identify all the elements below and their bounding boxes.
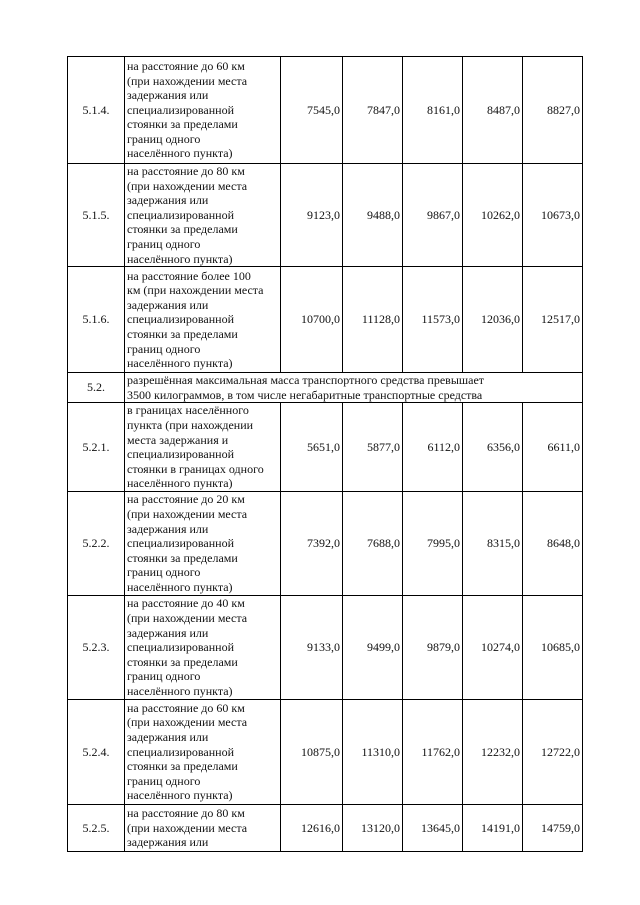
description-line: задержания или — [127, 193, 209, 208]
description-line: специализированной — [127, 536, 235, 551]
description-line: 3500 килограммов, в том числе негабаритные транспортные средства — [127, 387, 483, 402]
rate-value-2: 11310,0 — [343, 699, 403, 804]
rate-value-1: 9123,0 — [281, 164, 343, 267]
description-line: границ одного — [127, 131, 201, 146]
description-line: на расстояние до 60 км — [127, 700, 245, 715]
description-line: пункта (при нахождении — [127, 417, 254, 432]
description-line: населённого пункта) — [127, 476, 233, 491]
rate-value-5: 8827,0 — [523, 57, 583, 164]
rate-value-1: 10700,0 — [281, 267, 343, 373]
rate-value-4: 10274,0 — [463, 595, 523, 699]
tariff-table — [67, 56, 583, 852]
description-line: специализированной — [127, 744, 235, 759]
row-number: 5.1.6. — [68, 267, 125, 373]
description-line: населённого пункта) — [127, 683, 233, 698]
description-line: задержания или — [127, 730, 209, 745]
description-line: населённого пункта) — [127, 579, 233, 594]
rate-value-1: 7545,0 — [281, 57, 343, 164]
rate-value-3: 6112,0 — [403, 403, 463, 492]
table-row — [68, 403, 583, 492]
description-line: стоянки в границах одного — [127, 461, 264, 476]
rate-value-4: 14191,0 — [463, 804, 523, 851]
rate-value-3: 9879,0 — [403, 595, 463, 699]
row-number: 5.2.1. — [68, 403, 125, 492]
rate-value-5: 12722,0 — [523, 699, 583, 804]
description-line: задержания или — [127, 88, 209, 103]
description-line: стоянки за пределами — [127, 550, 238, 565]
description-line: населённого пункта) — [127, 251, 233, 266]
description-line: специализированной — [127, 447, 235, 462]
rate-value-1: 5651,0 — [281, 403, 343, 492]
description-line: стоянки за пределами — [127, 759, 238, 774]
row-description — [125, 491, 281, 595]
description-line: задержания или — [127, 297, 209, 312]
description-line: специализированной — [127, 207, 235, 222]
description-line: стоянки за пределами — [127, 654, 238, 669]
rate-value-5: 6611,0 — [523, 403, 583, 492]
rate-value-3: 11573,0 — [403, 267, 463, 373]
row-number: 5.1.5. — [68, 164, 125, 267]
description-line: специализированной — [127, 640, 235, 655]
description-line: км (при нахождении места — [127, 283, 264, 298]
rate-value-5: 8648,0 — [523, 491, 583, 595]
description-line: населённого пункта) — [127, 788, 233, 803]
description-line: (при нахождении места — [127, 178, 248, 193]
table-row — [68, 267, 583, 373]
rate-value-4: 12036,0 — [463, 267, 523, 373]
rate-value-4: 12232,0 — [463, 699, 523, 804]
description-line: на расстояние до 80 км — [127, 806, 245, 821]
rate-value-1: 12616,0 — [281, 804, 343, 851]
rate-value-2: 7847,0 — [343, 57, 403, 164]
row-description — [125, 164, 281, 267]
description-line: границ одного — [127, 236, 201, 251]
description-line: на расстояние более 100 — [127, 268, 251, 283]
description-line: на расстояние до 80 км — [127, 164, 245, 178]
description-line: населённого пункта) — [127, 356, 233, 371]
description-line: границ одного — [127, 669, 201, 684]
description-line: (при нахождении места — [127, 506, 248, 521]
row-number: 5.2.5. — [68, 804, 125, 851]
row-number: 5.2.3. — [68, 595, 125, 699]
rate-value-4: 6356,0 — [463, 403, 523, 492]
description-line: границ одного — [127, 341, 201, 356]
rate-value-1: 9133,0 — [281, 595, 343, 699]
rate-value-5: 10673,0 — [523, 164, 583, 267]
description-line: разрешённая максимальная масса транспортного средства превышает — [127, 373, 485, 388]
rate-value-1: 7392,0 — [281, 491, 343, 595]
description-line: населённого пункта) — [127, 146, 233, 161]
table-row — [68, 164, 583, 267]
description-line: места задержания и — [127, 432, 229, 447]
table-row — [68, 491, 583, 595]
rate-value-3: 9867,0 — [403, 164, 463, 267]
description-line: в границах населённого — [127, 403, 249, 418]
section-row — [68, 373, 583, 403]
rate-value-4: 10262,0 — [463, 164, 523, 267]
description-line: специализированной — [127, 102, 235, 117]
rate-value-3: 11762,0 — [403, 699, 463, 804]
description-line: границ одного — [127, 773, 201, 788]
description-line: стоянки за пределами — [127, 326, 238, 341]
description-line: (при нахождении места — [127, 820, 248, 835]
row-number: 5.2.2. — [68, 491, 125, 595]
description-line: границ одного — [127, 565, 201, 580]
rate-value-3: 7995,0 — [403, 491, 463, 595]
rate-value-3: 13645,0 — [403, 804, 463, 851]
row-description — [125, 57, 281, 164]
rate-value-5: 14759,0 — [523, 804, 583, 851]
description-line: задержания или — [127, 625, 209, 640]
table-row — [68, 57, 583, 164]
table-row — [68, 595, 583, 699]
row-number: 5.2.4. — [68, 699, 125, 804]
row-number: 5.2. — [68, 373, 125, 403]
description-line: задержания или — [127, 835, 209, 850]
rate-value-2: 9488,0 — [343, 164, 403, 267]
row-description — [125, 699, 281, 804]
description-line: на расстояние до 20 км — [127, 492, 245, 507]
row-description — [125, 267, 281, 373]
rate-value-3: 8161,0 — [403, 57, 463, 164]
row-description — [125, 595, 281, 699]
table-row — [68, 804, 583, 851]
rate-value-5: 10685,0 — [523, 595, 583, 699]
rate-value-2: 11128,0 — [343, 267, 403, 373]
row-number: 5.1.4. — [68, 57, 125, 164]
description-line: (при нахождении места — [127, 73, 248, 88]
rate-value-2: 13120,0 — [343, 804, 403, 851]
rate-value-4: 8487,0 — [463, 57, 523, 164]
description-line: специализированной — [127, 312, 235, 327]
tariff-table-body — [68, 57, 583, 852]
rate-value-1: 10875,0 — [281, 699, 343, 804]
description-line: стоянки за пределами — [127, 117, 238, 132]
rate-value-2: 7688,0 — [343, 491, 403, 595]
description-line: на расстояние до 60 км — [127, 58, 245, 73]
description-line: стоянки за пределами — [127, 222, 238, 237]
row-description — [125, 403, 281, 492]
rate-value-2: 9499,0 — [343, 595, 403, 699]
description-line: (при нахождении места — [127, 610, 248, 625]
table-row — [68, 699, 583, 804]
section-description — [125, 373, 583, 403]
rate-value-2: 5877,0 — [343, 403, 403, 492]
description-line: (при нахождении места — [127, 715, 248, 730]
row-description — [125, 804, 281, 851]
description-line: на расстояние до 40 км — [127, 596, 245, 611]
rate-value-5: 12517,0 — [523, 267, 583, 373]
rate-value-4: 8315,0 — [463, 491, 523, 595]
description-line: задержания или — [127, 521, 209, 536]
